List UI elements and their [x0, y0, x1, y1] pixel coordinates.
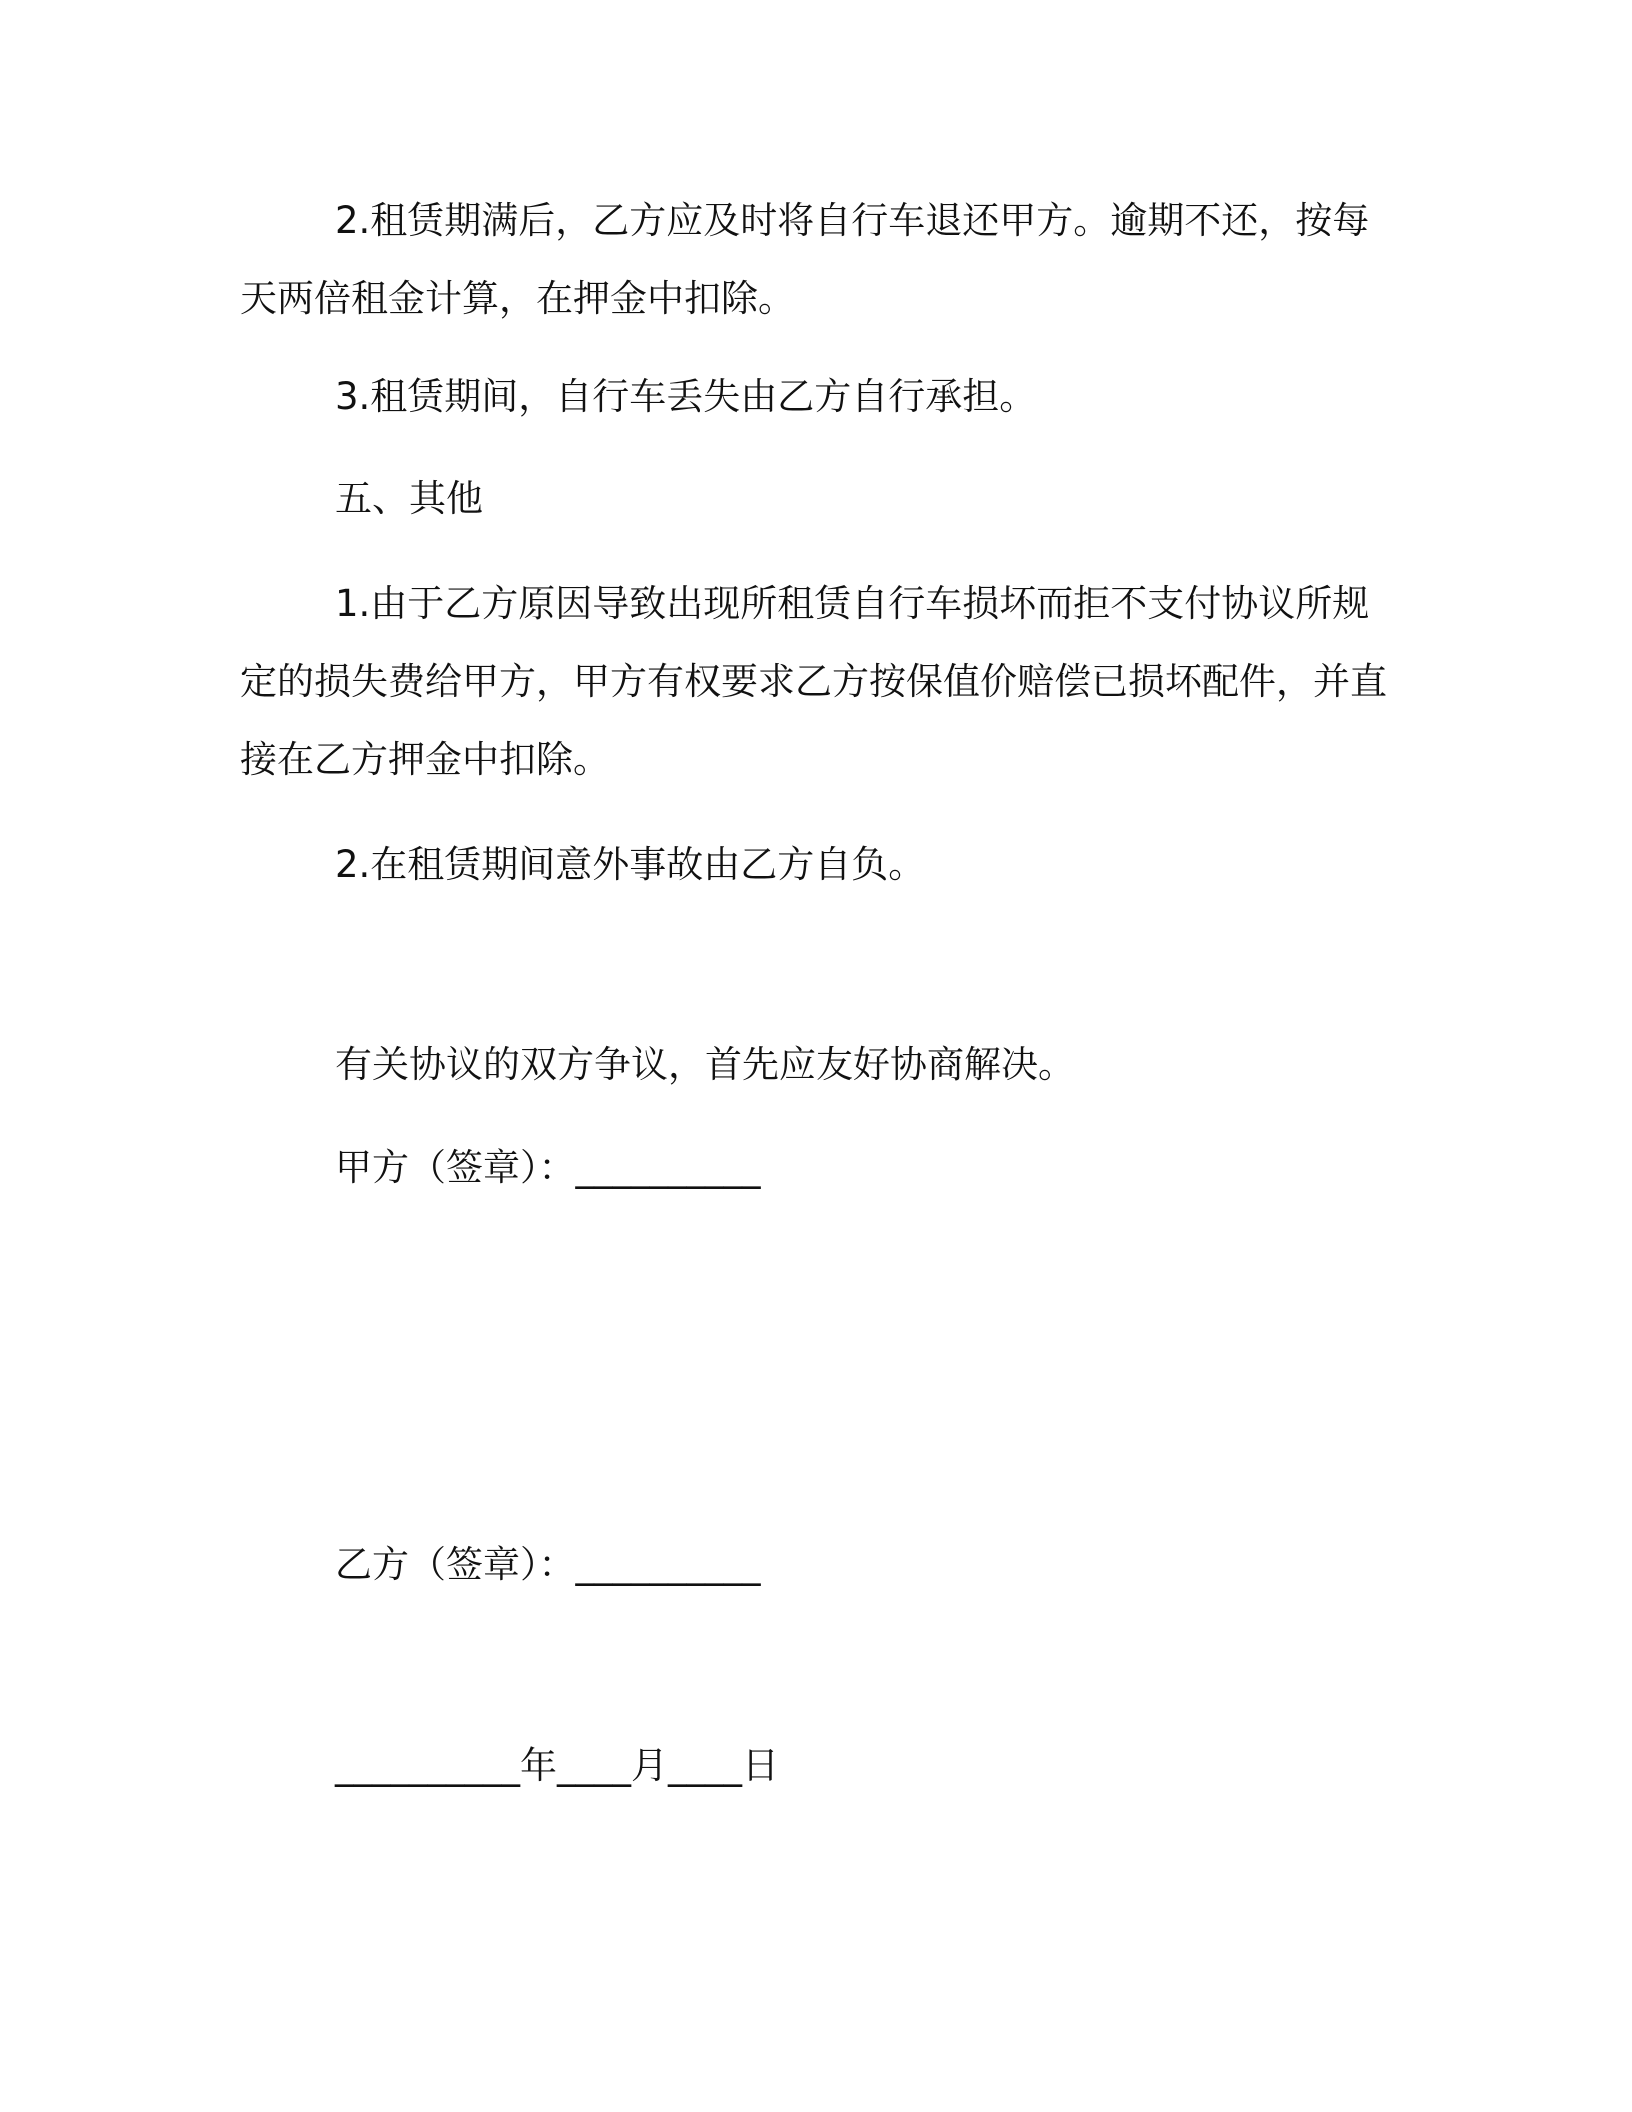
month-blank: ____ [557, 1744, 631, 1787]
clause-5-1: 1.由于乙方原因导致出现所租赁自行车损坏而拒不支付协议所规定的损失费给甲方，甲方有权要求乙方按保值价赔偿已损坏配件，并直接在乙方押金中扣除。 [240, 582, 1387, 781]
party-b-signature [335, 1543, 1485, 1586]
party-a-label: 甲方（签章）： [335, 1146, 576, 1189]
month-label: 月 [631, 1744, 668, 1787]
party-a-signature [335, 1146, 1485, 1189]
year-label: 年 [520, 1744, 557, 1787]
party-a-blank: __________ [575, 1146, 761, 1189]
party-b-label: 乙方（签章）： [335, 1543, 576, 1586]
clause-5-2: 2.在租赁期间意外事故由乙方自负。 [335, 843, 926, 886]
day-label: 日 [742, 1744, 779, 1787]
section-5-heading: 五、其他 [335, 477, 483, 520]
clause-4-2: 2.租赁期满后，乙方应及时将自行车退还甲方。逾期不还，按每天两倍租金计算，在押金中扣除。 [240, 199, 1370, 320]
clause-4-3: 3.租赁期间，自行车丢失由乙方自行承担。 [335, 375, 1037, 418]
dispute-clause: 有关协议的双方争议，首先应友好协商解决。 [335, 1043, 1075, 1086]
year-blank: __________ [335, 1744, 520, 1787]
party-b-blank: __________ [575, 1543, 761, 1586]
day-blank: ____ [668, 1744, 742, 1787]
date-line [335, 1744, 1485, 1787]
